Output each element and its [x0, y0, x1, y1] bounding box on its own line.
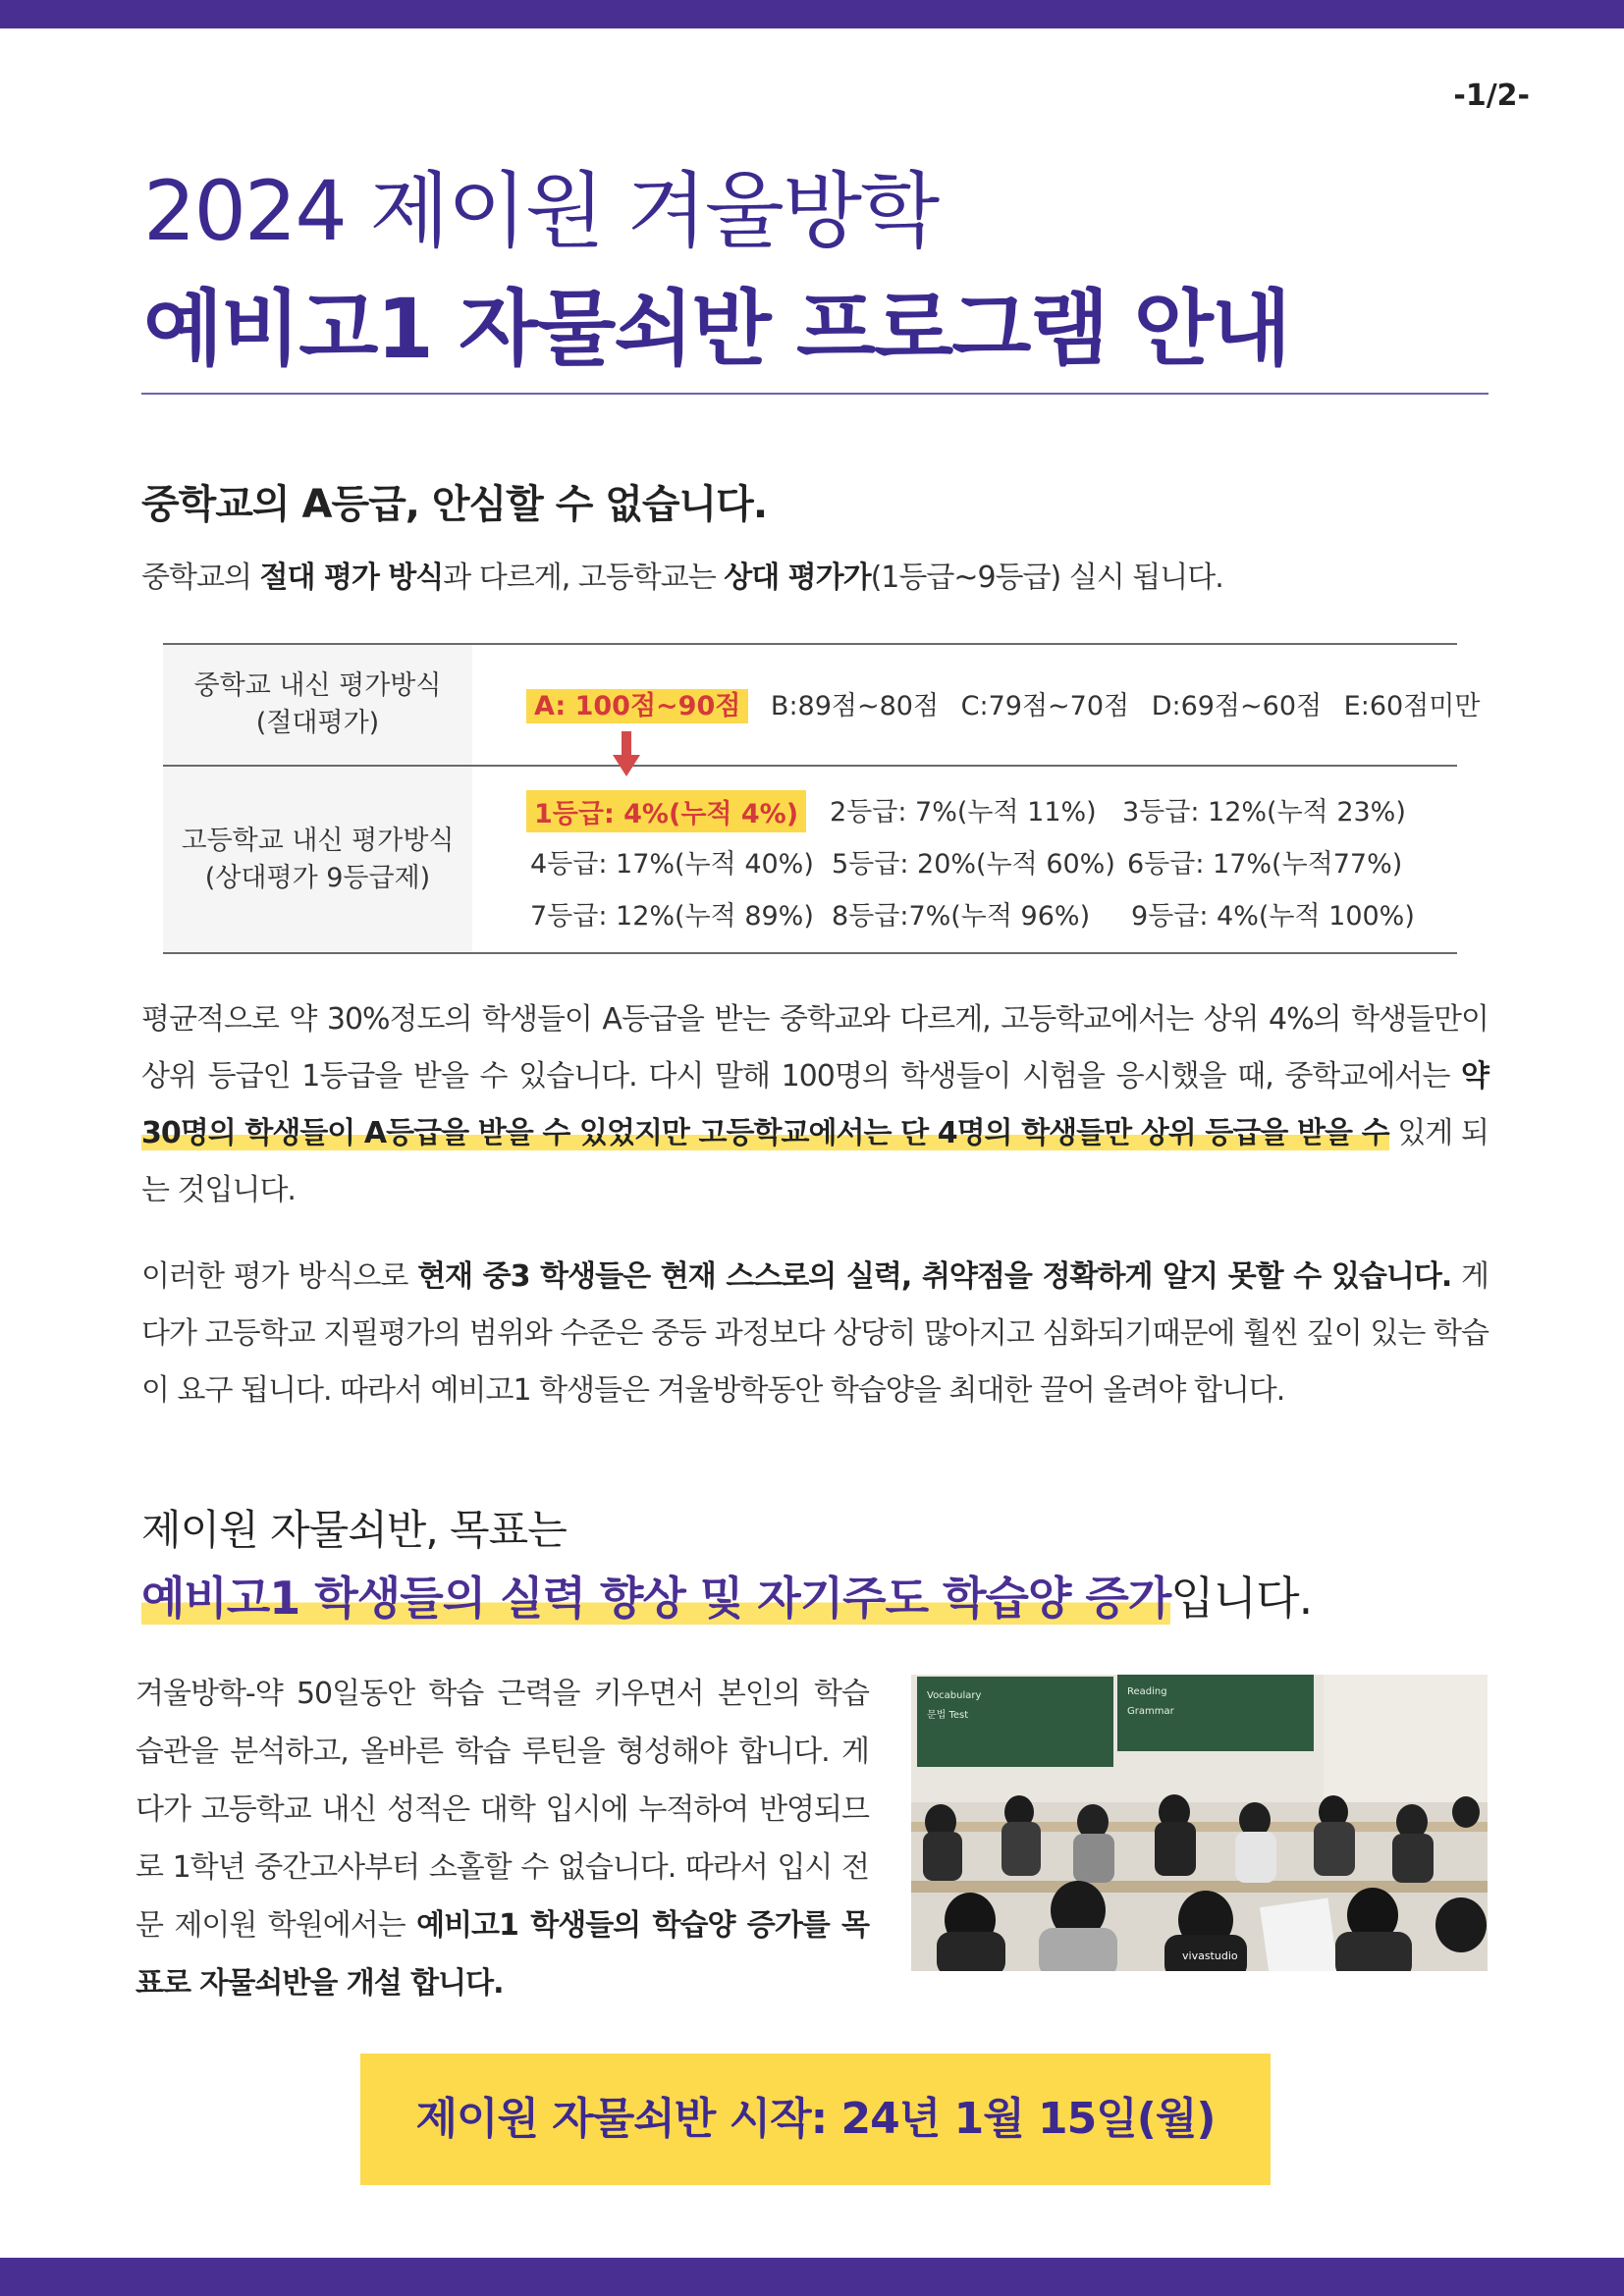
svg-text:Grammar: Grammar — [1127, 1706, 1174, 1717]
svg-text:문법 Test: 문법 Test — [927, 1710, 969, 1721]
grade-1-highlight: 1등급: 4%(누적 4%) — [526, 790, 806, 832]
arrow-down-icon — [613, 731, 640, 778]
grade-a-highlight: A: 100점~90점 — [526, 689, 748, 723]
svg-text:Vocabulary: Vocabulary — [927, 1690, 982, 1701]
section-heading: 중학교의 A등급, 안심할 수 없습니다. — [141, 482, 768, 527]
start-date-banner: 제이원 자물쇠반 시작: 24년 1월 15일(월) — [360, 2054, 1271, 2185]
highlight-30-vs-4: 30명의 학생들이 A등급을 받을 수 있었지만 고등학교에서는 단 4명의 학생들만 상위 등급을 받을 수 — [141, 1116, 1389, 1150]
paragraph-evaluation: 이러한 평가 방식으로 현재 중3 학생들은 현재 스스로의 실력, 취약점을 정확하게 알지 못할 수 있습니다. 게다가 고등학교 지필평가의 범위와 수준은 중등 과정보다 상당히 많아지고 심화되기때문에 훨씬 깊이 있는 학습이 요구 됩니다. 따라서 예비고1 학생들은 겨울방학동안 학습양을 최대한 끌어 올려야 합니다. — [141, 1259, 1489, 1408]
bottom-color-bar — [0, 2258, 1624, 2296]
middle-school-grades: A: 100점~90점 B:89점~80점 C:79점~70점 D:69점~60점 E:60점미만 — [526, 684, 1480, 722]
paragraph-grade-comparison: 평균적으로 약 30%정도의 학생들이 A등급을 받는 중학교와 다르게, 고등학교에서는 상위 4%의 학생들만이 상위 등급인 1등급을 받을 수 있습니다. 다시 말해 100명의 학생들이 시험을 응시했을 때, 중학교에서는 약 30명의 학생들이 A등급을 받을 수 있었지만 고등학교에서는 단 4명의 학생들만 상위 등급을 받을 수 있게 되는 것입니다. — [141, 1002, 1489, 1207]
title-line-1: 2024 제이원 겨울방학 — [143, 163, 939, 259]
page-number: -1/2- — [1453, 79, 1530, 113]
svg-text:Reading: Reading — [1127, 1686, 1167, 1697]
top-color-bar — [0, 0, 1624, 28]
high-school-label: 고등학교 내신 평가방식 (상대평가 9등급제) — [163, 767, 472, 952]
middle-school-label: 중학교 내신 평가방식 (절대평가) — [163, 645, 472, 765]
classroom-photo — [911, 1675, 1488, 1971]
title-divider — [141, 393, 1489, 395]
paragraph-program: 겨울방학-약 50일동안 학습 근력을 키우면서 본인의 학습 습관을 분석하고, 올바른 학습 루틴을 형성해야 합니다. 게다가 고등학교 내신 성적은 대학 입시에 누적하여 반영되므로 1학년 중간고사부터 소홀할 수 없습니다. 따라서 입시 전문 제이원 학원에서는 예비고1 학생들의 학습양 증가를 목표로 자물쇠반을 개설 합니다. — [135, 1677, 870, 2001]
goal-statement: 예비고1 학생들의 실력 향상 및 자기주도 학습양 증가입니다. — [141, 1572, 1313, 1625]
svg-text:vivastudio: vivastudio — [1182, 1949, 1238, 1962]
title-line-2: 예비고1 자물쇠반 프로그램 안내 — [143, 281, 1290, 377]
section-subtext: 중학교의 절대 평가 방식과 다르게, 고등학교는 상대 평가가(1등급~9등급) 실시 됩니다. — [141, 561, 1223, 595]
goal-intro: 제이원 자물쇠반, 목표는 — [141, 1506, 567, 1554]
